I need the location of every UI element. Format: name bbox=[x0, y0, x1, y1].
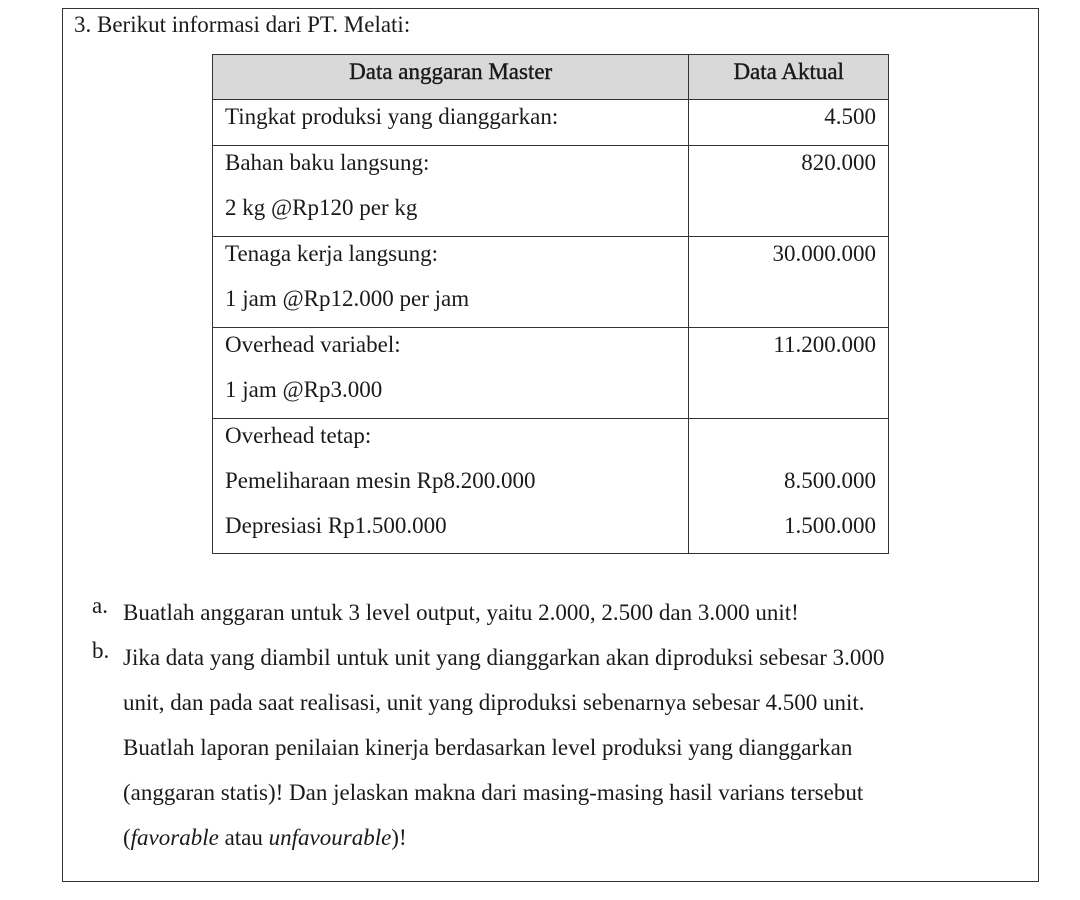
connector-text: atau bbox=[218, 825, 269, 850]
row-sublabel: 1 jam @Rp3.000 bbox=[225, 377, 383, 402]
table-row bbox=[213, 100, 889, 146]
table-header-row bbox=[213, 55, 889, 100]
question-b-line: Jika data yang diambil untuk unit yang dianggarkan akan diproduksi sebesar 3.000 bbox=[123, 645, 885, 670]
paren-close: )! bbox=[391, 825, 407, 850]
row-value: 4.500 bbox=[824, 104, 876, 129]
row-value-cell bbox=[689, 146, 889, 237]
row-sublabel: 1 jam @Rp12.000 per jam bbox=[225, 286, 470, 311]
term-unfavourable: unfavourable bbox=[268, 825, 392, 850]
question-b-line: unit, dan pada saat realisasi, unit yang diproduksi sebenarnya sebesar 4.500 unit. bbox=[123, 690, 865, 715]
row-value: 8.500.000 bbox=[784, 468, 876, 493]
row-label-cell bbox=[213, 328, 689, 419]
row-value: 11.200.000 bbox=[773, 332, 876, 357]
row-value bbox=[701, 191, 876, 236]
row-value bbox=[701, 282, 876, 327]
row-label-cell bbox=[213, 100, 689, 146]
question-heading: 3. Berikut informasi dari PT. Melati: bbox=[74, 12, 411, 37]
question-b-last-line bbox=[123, 818, 992, 863]
table-row bbox=[213, 146, 889, 237]
row-label-cell bbox=[213, 146, 689, 237]
row-label: Tenaga kerja langsung: bbox=[225, 241, 438, 266]
row-label: Overhead variabel: bbox=[225, 332, 401, 357]
question-b-label: b. bbox=[92, 638, 110, 663]
question-a-label: a. bbox=[92, 593, 108, 618]
row-value-cell bbox=[689, 328, 889, 419]
question-b-line: (anggaran statis)! Dan jelaskan makna dari masing-masing hasil varians tersebut bbox=[123, 780, 864, 805]
question-a-text: Buatlah anggaran untuk 3 level output, yaitu 2.000, 2.500 dan 3.000 unit! bbox=[123, 600, 799, 625]
row-label: Bahan baku langsung: bbox=[225, 150, 430, 175]
table-row bbox=[213, 328, 889, 419]
row-value-cell bbox=[689, 100, 889, 146]
term-favorable: favorable bbox=[130, 825, 219, 850]
header-master-budget: Data anggaran Master bbox=[213, 55, 689, 100]
row-value: 1.500.000 bbox=[784, 513, 876, 538]
budget-table bbox=[212, 54, 889, 554]
row-label-cell bbox=[213, 419, 689, 554]
question-b bbox=[92, 638, 992, 863]
table-row bbox=[213, 237, 889, 328]
row-label: Tingkat produksi yang dianggarkan: bbox=[225, 104, 559, 129]
row-value bbox=[701, 373, 876, 418]
table-row bbox=[213, 419, 889, 554]
row-sublabel: Pemeliharaan mesin Rp8.200.000 bbox=[225, 468, 536, 493]
row-label-cell bbox=[213, 237, 689, 328]
row-value bbox=[701, 419, 876, 464]
row-value-cell bbox=[689, 237, 889, 328]
row-sublabel: Depresiasi Rp1.500.000 bbox=[225, 513, 447, 538]
row-value: 30.000.000 bbox=[772, 241, 876, 266]
row-value-cell bbox=[689, 419, 889, 554]
header-actual-data: Data Aktual bbox=[689, 55, 889, 100]
question-a bbox=[92, 593, 992, 638]
question-list bbox=[92, 593, 992, 863]
row-label: Overhead tetap: bbox=[225, 423, 372, 448]
paren-open: ( bbox=[123, 825, 131, 850]
question-b-line: Buatlah laporan penilaian kinerja berdasarkan level produksi yang dianggarkan bbox=[123, 735, 853, 760]
row-sublabel: 2 kg @Rp120 per kg bbox=[225, 195, 418, 220]
row-value: 820.000 bbox=[801, 150, 876, 175]
